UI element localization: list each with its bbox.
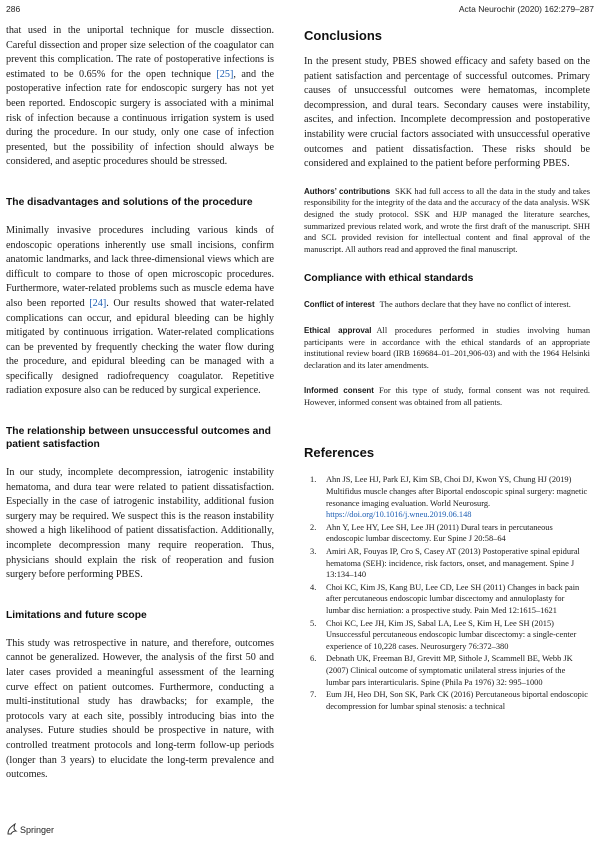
paragraph-conclusions: In the present study, PBES showed efficacy and safety based on the patient satisfaction and percentage of successful outcomes. Primary causes of unsuccessful outcomes were hematomas, incomplete decompression, and dural tears. Secondary causes were instability, ascites, and infection. Incomplete decompression and postoperative instability were crucial factors associated with unsuccessful operative outcomes and patient dissatisfaction. These risks should be considered and explained to the patient before performing PBES. (304, 56, 590, 170)
citation-link[interactable]: [25] (216, 68, 234, 80)
reference-item: 2. Ahn Y, Lee HY, Lee SH, Lee JH (2011) Dural tears in percutaneous endoscopic lumbar discectomy. Eur Spine J 20:58–64 (310, 522, 553, 544)
conflict-of-interest: Conflict of interest The authors declare that they have no conflict of interest. (304, 300, 571, 310)
publisher-name: Springer (20, 825, 55, 835)
paragraph-disadvantages: Minimally invasive procedures including various kinds of endoscopic operations inherently use small incisions, confirm anatomic landmarks, and lack three-dimensional views which are difficult to compare to those of open microscopic procedures. Furthermore, water-related problems such as muscle edema have also been reported [24]. Our results showed that water-related complications can occur, and epidural bleeding can be highly mitigated by continuous irrigation. Water-related complications can be prevented by frequently checking the water flow during the procedure, and epidural bleeding can be managed with a specifically designed radiofrequency coagulator. Repetitive radiation exposure also can be reduced by surgical experience. (6, 224, 274, 397)
left-column (6, 24, 274, 783)
reference-item: 3. Amiri AR, Fouyas IP, Cro S, Casey AT (2013) Postoperative spinal epidural hematoma (SEH): incidence, risk factors, onset, and management. Spine J 13:134–140 (310, 547, 580, 580)
springer-logo-icon (6, 823, 20, 837)
journal-citation: Acta Neurochir (2020) 162:279–287 (458, 4, 594, 14)
page-number: 286 (6, 4, 21, 14)
reference-item: 6. Debnath UK, Freeman BJ, Grevitt MP, Sithole J, Scammell BE, Webb JK (2007) Clinical outcome of symptomatic unilateral stress injuries of the lumbar pars interarticularis. Spine (Phila Pa 1976) 32: 995–1000 (310, 654, 573, 687)
paragraph-relationship: In our study, incomplete decompression, iatrogenic instability hematoma, and dura tear were related to patient dissatisfaction. Especially in the case of iatrogenic instability, additional fusion surgery may be required. We suspect this is the reason instability showed a high likelihood of patient dissatisfaction. Additionally, incomplete decompression many require reoperation. Thus, physicians should explain the risk of reoperation and fusion surgery before performing PBES. (6, 467, 274, 581)
reference-item: 1. Ahn JS, Lee HJ, Park EJ, Kim SB, Choi DJ, Kwon YS, Chung HJ (2019) Multifidus muscle changes after Biportal endoscopic spinal surgery: magnetic resonance imaging evaluation. World Neurosurg. https://doi.org/10.1016/j.wneu.2019.06.148 (310, 475, 588, 520)
reference-item: 4. Choi KC, Kim JS, Kang BU, Lee CD, Lee SH (2011) Changes in back pain after percutaneous endoscopic lumbar discectomy and annuloplasty for lumbar disc herniation: a prospective study. Pain Med 12:1615–1621 (310, 582, 580, 615)
reference-list (304, 474, 590, 712)
heading-limitations: Limitations and future scope (6, 609, 147, 621)
page-footer (6, 823, 54, 837)
citation-link[interactable]: [24] (89, 297, 107, 309)
authors-contributions: Authors’ contributions SKK had full access to all the data in the study and takes responsibility for the integrity of the data and the accuracy of the data analysis. WSK designed the study protocol. SSK and HJP managed the literature searches, summarized previous related work, and wrote the first draft of the manuscript. SHH and SCL provided revision for intellectual content and final approval of the manuscript. All authors read and approved the final manuscript. (304, 186, 590, 254)
paragraph-limitations: This study was retrospective in nature, and therefore, outcomes cannot be generalized. However, the analysis of the first 50 and later cases provided a meaningful assessment of the learning curve effect on patient outcomes. Furthermore, conducting a multi-institutional study has drawbacks; for example, the protocols vary at each site, possibly introducing bias into the analyses. Future studies should be prospective in nature, with controlled treatment protocols and long-term follow-up periods (longer than 3 years) to elucidate the long-term prevalence and outcomes. (6, 637, 274, 781)
right-column (304, 24, 590, 713)
informed-consent: Informed consent For this type of study, formal consent was not required. However, informed consent was obtained from all patients. (304, 386, 590, 407)
heading-references: References (304, 445, 375, 461)
doi-link[interactable]: https://doi.org/10.1016/j.wneu.2019.06.148 (326, 510, 472, 520)
ethical-approval: Ethical approval All procedures performed in studies involving human participants were in accordance with the ethical standards of an appropriate institutional review board (IRB 169684–01–201,906-03) and with the 1964 Helsinki declaration and its later amendments. (304, 325, 591, 370)
heading-disadvantages: The disadvantages and solutions of the procedure (6, 196, 253, 208)
reference-item: 5. Choi KC, Lee JH, Kim JS, Sabal LA, Lee S, Kim H, Lee SH (2015) Unsuccessful percutaneous endoscopic lumbar discectomy: a single-center experience of 10,228 cases. Neurosurgery 76:372–380 (310, 618, 577, 651)
reference-item: 7. Eum JH, Heo DH, Son SK, Park CK (2016) Percutaneous biportal endoscopic decompression for lumbar spinal stenosis: a technical (310, 690, 588, 711)
page-header (6, 2, 594, 16)
heading-compliance: Compliance with ethical standards (304, 273, 474, 285)
paragraph-infection: that used in the uniportal technique for muscle dissection. Careful dissection and proper size selection of the coagulator can prevent this complication. The rate of postoperative infections is estimated to be 0.65% for the open technique [25], and the postoperative infection rate for endoscopic surgery has not yet been reported. Endoscopic surgery is associated with a minimal risk of infection because a continuous irrigation system is used during the procedure. In our study, only one case of infection presented, but the possibility of infection should always be considered, and aseptic procedures should be stressed. (6, 25, 274, 168)
heading-relationship: The relationship between unsuccessful outcomes and patient satisfaction (6, 426, 271, 451)
heading-conclusions: Conclusions (304, 28, 383, 43)
